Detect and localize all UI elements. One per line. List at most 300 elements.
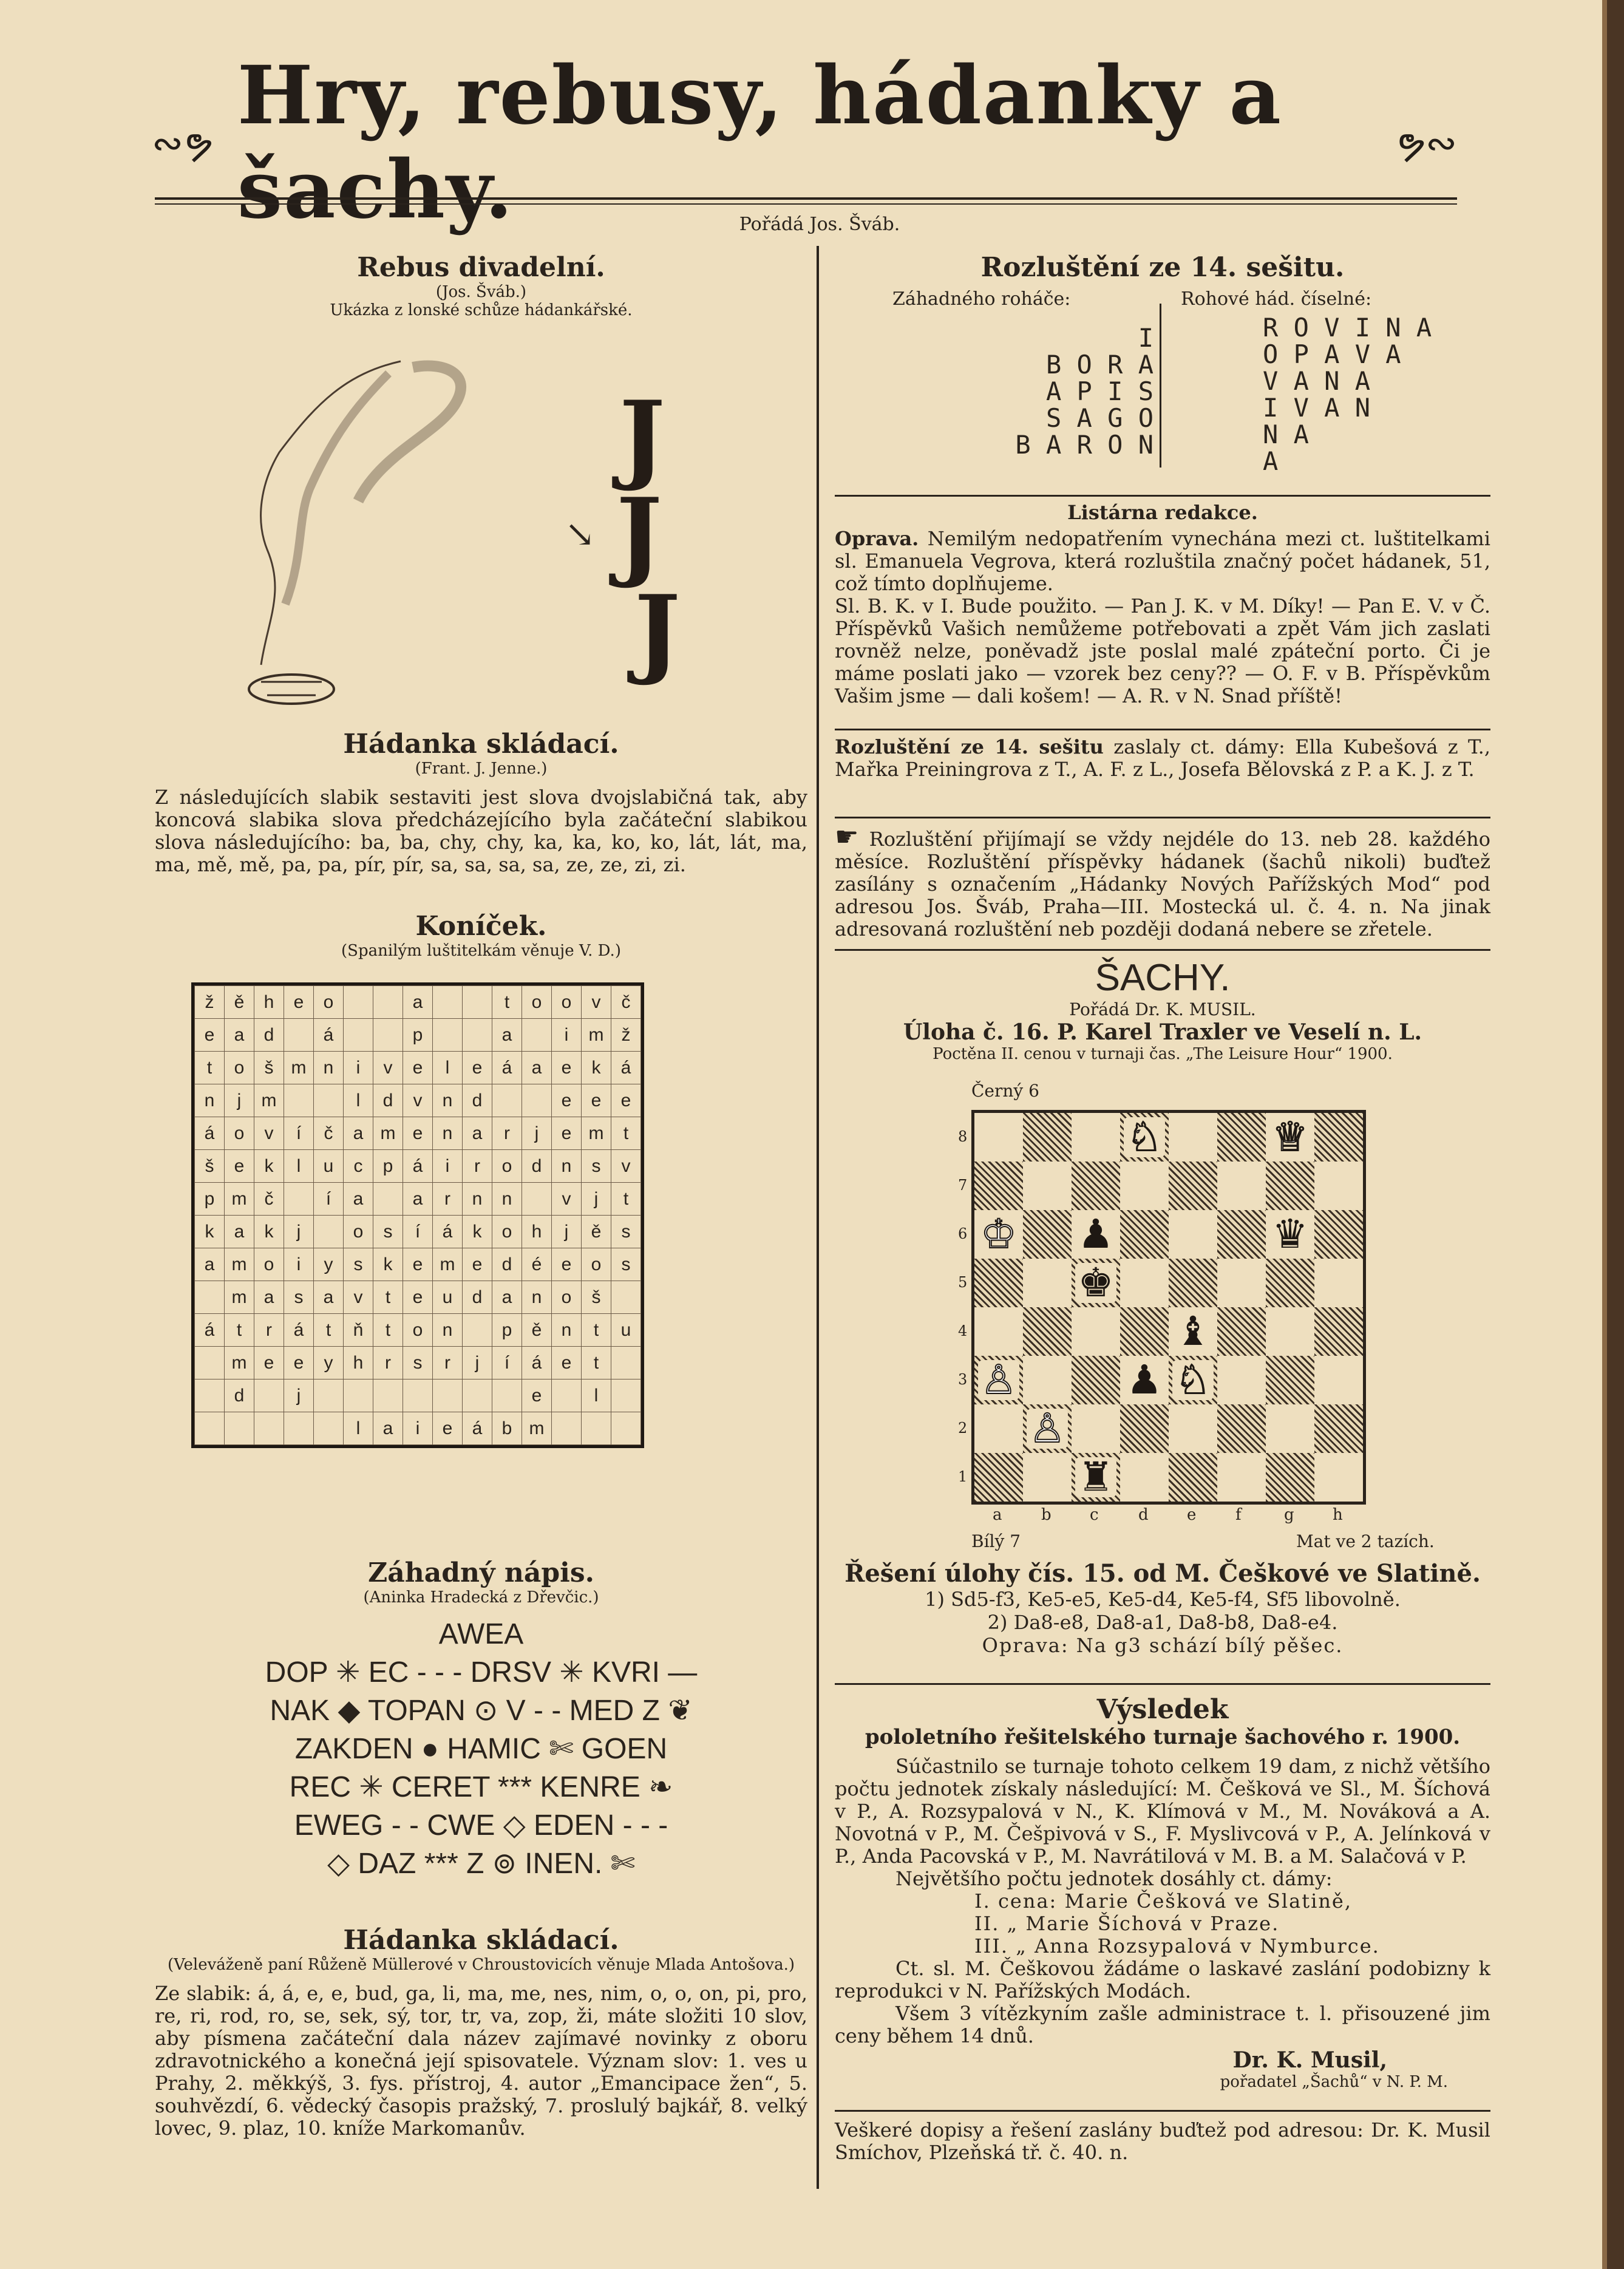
konicek-cell: l bbox=[582, 1379, 611, 1412]
board-square bbox=[974, 1404, 1023, 1453]
konicek-cell: a bbox=[225, 1019, 254, 1052]
konicek-cell: d bbox=[373, 1084, 403, 1117]
chess-piece: ♙ bbox=[978, 1360, 1019, 1400]
separator-6 bbox=[835, 2110, 1490, 2112]
zahadny-author: (Aninka Hradecká z Dřevčic.) bbox=[363, 1588, 599, 1607]
listarna-text: Sl. B. K. v I. Bude použito. — Pan J. K. v M. Díky! — Pan E. V. v Č. Příspěvků Vašich nemůžeme potřebovati a zpět Vám jich zaslati rovněž nelze, poněvadž jste poslal malé zpáteční porto. Či je máme poslati jako — vzorek bez ceny?? — O. F. v B. Příspěvkům Vašim jsme — dali košem! — A. R. v N. Snad příště! bbox=[835, 594, 1490, 707]
konicek-cell: j bbox=[225, 1084, 254, 1117]
konicek-cell bbox=[433, 986, 463, 1019]
board-square bbox=[1217, 1307, 1266, 1356]
rank-label: 2 bbox=[958, 1420, 968, 1437]
oprava-text: Nemilým nedopatřením vynechána mezi ct. luštitelkami sl. Emanuela Vegrova, která rozluštila značný počet hádanek, 51, což tímto doplňujeme. bbox=[835, 527, 1491, 595]
file-label: h bbox=[1333, 1506, 1343, 1524]
konicek-cell: j bbox=[582, 1183, 611, 1216]
konicek-cell bbox=[373, 1183, 403, 1216]
konicek-cell bbox=[225, 1412, 254, 1445]
konicek-cell bbox=[344, 1019, 373, 1052]
board-square bbox=[1217, 1113, 1266, 1162]
konicek-cell: t bbox=[314, 1314, 344, 1347]
board-square bbox=[1217, 1404, 1266, 1453]
rebus-letter-1: J bbox=[619, 379, 665, 494]
konicek-cell bbox=[314, 1379, 344, 1412]
board-square bbox=[1120, 1210, 1169, 1259]
rebus-letter-2: J bbox=[616, 477, 662, 591]
board-square bbox=[1266, 1162, 1314, 1210]
konicek-cell: d bbox=[522, 1150, 552, 1183]
signature-sub: pořadatel „Šachů“ v N. P. M. bbox=[1220, 2073, 1448, 2091]
konicek-cell: a bbox=[314, 1281, 344, 1314]
board-square bbox=[1314, 1356, 1363, 1404]
konicek-cell: l bbox=[344, 1084, 373, 1117]
konicek-cell: o bbox=[492, 1150, 522, 1183]
konicek-cell: v bbox=[344, 1281, 373, 1314]
chess-piece: ♘ bbox=[1124, 1117, 1164, 1157]
konicek-cell: e bbox=[552, 1084, 582, 1117]
black-count: Černý 6 bbox=[971, 1081, 1039, 1101]
board-square bbox=[1072, 1259, 1120, 1307]
konicek-cell: r bbox=[492, 1117, 522, 1150]
konicek-row bbox=[195, 1183, 641, 1216]
konicek-cell: r bbox=[433, 1347, 463, 1379]
board-square bbox=[1023, 1162, 1072, 1210]
board-square bbox=[974, 1113, 1023, 1162]
rozlusteni-right-answer bbox=[1263, 315, 1469, 475]
konicek-cell: j bbox=[284, 1379, 314, 1412]
rank-label: 7 bbox=[958, 1177, 968, 1194]
konicek-cell: h bbox=[522, 1216, 552, 1248]
konicek-cell: a bbox=[344, 1117, 373, 1150]
rebus-drawing bbox=[243, 349, 607, 713]
konicek-cell: o bbox=[344, 1216, 373, 1248]
chess-piece: ♝ bbox=[1172, 1311, 1213, 1352]
rebus-author: (Jos. Šváb.) bbox=[435, 283, 527, 301]
board-square bbox=[1072, 1210, 1120, 1259]
konicek-cell bbox=[403, 1379, 433, 1412]
solvers-label: Rozluštění ze 14. sešitu bbox=[835, 735, 1104, 758]
file-label: d bbox=[1138, 1506, 1149, 1524]
konicek-cell bbox=[552, 1412, 582, 1445]
solvers-section bbox=[835, 736, 1490, 781]
editor-line: Pořádá Jos. Šváb. bbox=[739, 214, 900, 235]
konicek-cell: r bbox=[373, 1347, 403, 1379]
konicek-cell: m bbox=[225, 1183, 254, 1216]
rank-label: 6 bbox=[958, 1225, 968, 1242]
rebus-hook: ↘ bbox=[565, 513, 596, 556]
board-square bbox=[1217, 1356, 1266, 1404]
separator-5 bbox=[835, 1683, 1490, 1685]
konicek-row bbox=[195, 1248, 641, 1281]
konicek-cell: a bbox=[344, 1183, 373, 1216]
konicek-cell: e bbox=[433, 1412, 463, 1445]
board-square bbox=[1314, 1453, 1363, 1502]
konicek-cell: r bbox=[254, 1314, 284, 1347]
board-square bbox=[1169, 1404, 1217, 1453]
konicek-row bbox=[195, 1150, 641, 1183]
board-square bbox=[1169, 1210, 1217, 1259]
konicek-cell: t bbox=[492, 986, 522, 1019]
separator-3 bbox=[835, 817, 1490, 818]
konicek-cell: j bbox=[522, 1117, 552, 1150]
konicek-section bbox=[155, 911, 807, 960]
board-square bbox=[1169, 1162, 1217, 1210]
konicek-cell bbox=[552, 1379, 582, 1412]
board-square bbox=[1169, 1113, 1217, 1162]
konicek-cell: e bbox=[582, 1084, 611, 1117]
konicek-cell bbox=[284, 1019, 314, 1052]
konicek-cell: á bbox=[284, 1314, 314, 1347]
board-square bbox=[1120, 1356, 1169, 1404]
chess-board bbox=[971, 1110, 1366, 1505]
konicek-cell: t bbox=[225, 1314, 254, 1347]
vysledek-title: Výsledek bbox=[1096, 1694, 1229, 1725]
sachy-editor: Pořádá Dr. K. MUSIL. bbox=[1069, 999, 1256, 1019]
konicek-cell: í bbox=[284, 1117, 314, 1150]
konicek-cell bbox=[314, 1216, 344, 1248]
konicek-cell: á bbox=[403, 1150, 433, 1183]
konicek-cell: k bbox=[463, 1216, 492, 1248]
konicek-cell: o bbox=[492, 1216, 522, 1248]
board-square bbox=[974, 1453, 1023, 1502]
answer-line: R O V I N A bbox=[1263, 313, 1432, 342]
hadanka2-section bbox=[155, 1925, 807, 2140]
vysledek-section bbox=[835, 1694, 1490, 2091]
konicek-cell bbox=[373, 986, 403, 1019]
reseni-line-2: 2) Da8-e8, Da8-a1, Da8-b8, Da8-e4. bbox=[987, 1611, 1338, 1634]
konicek-cell: m bbox=[254, 1084, 284, 1117]
chess-piece: ♘ bbox=[1172, 1360, 1213, 1400]
konicek-cell: s bbox=[403, 1347, 433, 1379]
konicek-cell: é bbox=[522, 1248, 552, 1281]
konicek-cell bbox=[611, 1379, 641, 1412]
konicek-cell: l bbox=[284, 1150, 314, 1183]
vysledek-text-4: Všem 3 vítězkyním zašle administrace t. l. přisouzené jim ceny během 14 dnů. bbox=[835, 2002, 1490, 2047]
board-square bbox=[1266, 1453, 1314, 1502]
konicek-grid bbox=[191, 982, 644, 1448]
chess-piece: ♔ bbox=[978, 1214, 1019, 1254]
konicek-cell: u bbox=[433, 1281, 463, 1314]
konicek-cell: i bbox=[433, 1150, 463, 1183]
rebus-letter-3: J bbox=[634, 574, 681, 688]
konicek-cell: č bbox=[314, 1117, 344, 1150]
konicek-cell: m bbox=[225, 1347, 254, 1379]
answer-line: O P A V A bbox=[1263, 339, 1401, 369]
konicek-cell: p bbox=[403, 1019, 433, 1052]
konicek-cell: a bbox=[195, 1248, 225, 1281]
konicek-cell: č bbox=[611, 986, 641, 1019]
konicek-cell: o bbox=[314, 986, 344, 1019]
white-count: Bílý 7 bbox=[971, 1531, 1021, 1551]
konicek-cell: n bbox=[552, 1314, 582, 1347]
konicek-cell bbox=[611, 1347, 641, 1379]
konicek-cell: ě bbox=[522, 1314, 552, 1347]
file-label: g bbox=[1284, 1506, 1294, 1524]
konicek-cell: e bbox=[463, 1248, 492, 1281]
zahadny-line: EWEG - - CWE ◇ EDEN - - - bbox=[294, 1809, 668, 1842]
konicek-cell: a bbox=[522, 1052, 552, 1084]
address-note: Veškeré dopisy a řešení zaslány buďtež pod adresou: Dr. K. Musil Smíchov, Plzeňská tř. č. 40. n. bbox=[835, 2118, 1490, 2164]
konicek-cell: n bbox=[433, 1314, 463, 1347]
board-square bbox=[1023, 1453, 1072, 1502]
board-square bbox=[1314, 1162, 1363, 1210]
chess-piece: ♟ bbox=[1075, 1214, 1116, 1254]
board-square bbox=[1023, 1210, 1072, 1259]
konicek-cell: í bbox=[403, 1216, 433, 1248]
konicek-cell bbox=[195, 1347, 225, 1379]
konicek-cell: e bbox=[403, 1052, 433, 1084]
konicek-cell: d bbox=[492, 1248, 522, 1281]
board-square bbox=[1120, 1404, 1169, 1453]
chess-piece: ♜ bbox=[1075, 1457, 1116, 1497]
konicek-cell: m bbox=[225, 1248, 254, 1281]
konicek-cell: o bbox=[225, 1052, 254, 1084]
konicek-cell: o bbox=[254, 1248, 284, 1281]
sachy-problem: Úloha č. 16. P. Karel Traxler ve Veselí n. L. bbox=[903, 1019, 1422, 1045]
konicek-cell: e bbox=[552, 1117, 582, 1150]
konicek-cell: k bbox=[582, 1052, 611, 1084]
spine-edge bbox=[1602, 0, 1607, 2269]
konicek-cell: k bbox=[254, 1150, 284, 1183]
konicek-cell: c bbox=[344, 1150, 373, 1183]
board-square bbox=[1266, 1404, 1314, 1453]
rebus-subtitle: Ukázka z lonské schůze hádankářské. bbox=[330, 301, 633, 319]
rebus-illustration bbox=[243, 349, 607, 713]
listarna-section bbox=[835, 501, 1490, 707]
board-square bbox=[1266, 1307, 1314, 1356]
board-square bbox=[1217, 1162, 1266, 1210]
konicek-cell: ě bbox=[225, 986, 254, 1019]
answer-line: B A R O N bbox=[1015, 430, 1153, 460]
vysledek-subtitle: pololetního řešitelského turnaje šachového r. 1900. bbox=[865, 1725, 1461, 1749]
konicek-cell: h bbox=[344, 1347, 373, 1379]
konicek-cell: a bbox=[492, 1019, 522, 1052]
solvers-text: zaslaly ct. dámy: Ella Kubešová z T., Mařka Preiningrova z T., A. F. z L., Josefa Bělovská z P. a K. J. z T. bbox=[835, 735, 1491, 781]
konicek-cell: n bbox=[433, 1117, 463, 1150]
konicek-cell: á bbox=[195, 1117, 225, 1150]
konicek-cell bbox=[195, 1379, 225, 1412]
konicek-cell: o bbox=[582, 1248, 611, 1281]
konicek-dedication: (Spanilým luštitelkám věnuje V. D.) bbox=[341, 942, 621, 960]
konicek-cell: i bbox=[284, 1248, 314, 1281]
board-square bbox=[1072, 1453, 1120, 1502]
board-square bbox=[1266, 1113, 1314, 1162]
konicek-cell bbox=[433, 1019, 463, 1052]
board-square bbox=[1023, 1404, 1072, 1453]
konicek-row bbox=[195, 1379, 641, 1412]
konicek-table bbox=[194, 985, 641, 1445]
konicek-cell: t bbox=[195, 1052, 225, 1084]
konicek-cell: e bbox=[403, 1281, 433, 1314]
konicek-row bbox=[195, 1117, 641, 1150]
konicek-cell: s bbox=[611, 1248, 641, 1281]
konicek-cell: n bbox=[195, 1084, 225, 1117]
answer-line: I bbox=[1000, 323, 1153, 353]
rozlusteni-title: Rozluštění ze 14. sešitu. bbox=[980, 252, 1345, 283]
konicek-cell: a bbox=[225, 1216, 254, 1248]
konicek-cell: á bbox=[522, 1347, 552, 1379]
konicek-cell: p bbox=[492, 1314, 522, 1347]
konicek-cell: n bbox=[463, 1183, 492, 1216]
vysledek-text-2: Největšího počtu jednotek dosáhly ct. dámy: bbox=[895, 1867, 1333, 1890]
separator-1 bbox=[835, 495, 1490, 497]
konicek-cell: p bbox=[373, 1150, 403, 1183]
hadanka1-section bbox=[155, 729, 807, 876]
hadanka1-title: Hádanka skládací. bbox=[343, 729, 619, 760]
page-title: Hry, rebusy, hádanky a šachy. bbox=[237, 49, 1283, 237]
konicek-cell: a bbox=[403, 1183, 433, 1216]
rank-label: 8 bbox=[958, 1128, 968, 1145]
board-square bbox=[1266, 1210, 1314, 1259]
file-label: f bbox=[1235, 1506, 1242, 1524]
konicek-row bbox=[195, 1019, 641, 1052]
reseni-line-1: 1) Sd5-f3, Ke5-e5, Ke5-d4, Ke5-f4, Sf5 libovolně. bbox=[925, 1588, 1401, 1611]
board-square bbox=[1314, 1113, 1363, 1162]
board-square bbox=[1314, 1307, 1363, 1356]
konicek-cell: m bbox=[522, 1412, 552, 1445]
konicek-cell: n bbox=[552, 1150, 582, 1183]
konicek-cell bbox=[463, 1314, 492, 1347]
konicek-cell: v bbox=[403, 1084, 433, 1117]
konicek-cell bbox=[373, 1019, 403, 1052]
konicek-cell bbox=[433, 1379, 463, 1412]
konicek-cell bbox=[314, 1084, 344, 1117]
board-square bbox=[1314, 1210, 1363, 1259]
rozlusteni-divider bbox=[1160, 304, 1161, 468]
konicek-cell: s bbox=[344, 1248, 373, 1281]
konicek-cell: š bbox=[254, 1052, 284, 1084]
board-square bbox=[974, 1162, 1023, 1210]
konicek-row bbox=[195, 1216, 641, 1248]
zahadny-line: ZAKDEN ● HAMIC ✄ GOEN bbox=[294, 1733, 668, 1765]
konicek-row bbox=[195, 1347, 641, 1379]
right-swash-ornament: ຯ∾ bbox=[1396, 120, 1457, 165]
rank-label: 1 bbox=[958, 1468, 968, 1485]
konicek-cell bbox=[492, 1379, 522, 1412]
board-square bbox=[1120, 1113, 1169, 1162]
reseni-section bbox=[835, 1559, 1490, 1657]
konicek-cell: t bbox=[611, 1183, 641, 1216]
konicek-cell: í bbox=[314, 1183, 344, 1216]
reseni-oprava: Oprava: Na g3 schází bílý pěšec. bbox=[982, 1634, 1344, 1657]
konicek-cell: v bbox=[254, 1117, 284, 1150]
konicek-cell: b bbox=[492, 1412, 522, 1445]
konicek-cell: i bbox=[344, 1052, 373, 1084]
file-label: b bbox=[1041, 1506, 1052, 1524]
konicek-cell: e bbox=[195, 1019, 225, 1052]
konicek-cell: t bbox=[582, 1314, 611, 1347]
konicek-row bbox=[195, 1412, 641, 1445]
vysledek-text-1: Súčastnilo se turnaje tohoto celkem 19 dam, z nichž většího počtu jednotek získaly následující: M. Češková ve Sl., M. Šíchová v P., A. Rozsypalová v N., K. Klímová v M., M. Nováková a A. Novotná v P., M. Češpivová v S., F. Myslivcová v P., A. Jelínková v P., Anda Pacovská v P., M. Navrátilová v M. B. a M. Salačová v P. bbox=[835, 1755, 1490, 1868]
konicek-cell: n bbox=[492, 1183, 522, 1216]
konicek-row bbox=[195, 986, 641, 1019]
konicek-cell: o bbox=[225, 1117, 254, 1150]
konicek-cell: a bbox=[373, 1412, 403, 1445]
rozlusteni-right-label: Rohové hád. číselné: bbox=[1181, 288, 1372, 310]
konicek-cell bbox=[463, 986, 492, 1019]
reseni-title: Řešení úlohy čís. 15. od M. Češkové ve Slatině. bbox=[844, 1559, 1481, 1588]
konicek-cell: i bbox=[403, 1412, 433, 1445]
konicek-cell: l bbox=[433, 1052, 463, 1084]
zahadny-line: AWEA bbox=[438, 1618, 524, 1650]
konicek-cell: m bbox=[284, 1052, 314, 1084]
answer-line: A P I S bbox=[1045, 376, 1153, 406]
konicek-cell bbox=[582, 1412, 611, 1445]
answer-line: N A bbox=[1263, 420, 1309, 449]
konicek-cell: s bbox=[284, 1281, 314, 1314]
rank-label: 5 bbox=[958, 1274, 968, 1291]
board-square bbox=[1072, 1113, 1120, 1162]
konicek-cell: e bbox=[552, 1248, 582, 1281]
board-square bbox=[1023, 1259, 1072, 1307]
konicek-row bbox=[195, 1314, 641, 1347]
vysledek-text-3: Ct. sl. M. Češkovou žádáme o laskavé zaslání podobizny k reprodukci v N. Pařížských Modách. bbox=[835, 1957, 1490, 2002]
column-divider bbox=[817, 246, 819, 2189]
konicek-cell: č bbox=[254, 1183, 284, 1216]
konicek-cell: á bbox=[433, 1216, 463, 1248]
hadanka2-title: Hádanka skládací. bbox=[343, 1925, 619, 1956]
board-square bbox=[1266, 1259, 1314, 1307]
prize-3: III. „ Anna Rozsypalová v Nymburce. bbox=[974, 1934, 1380, 1958]
konicek-cell: á bbox=[314, 1019, 344, 1052]
konicek-cell: s bbox=[373, 1216, 403, 1248]
konicek-cell: n bbox=[522, 1281, 552, 1314]
rank-label: 4 bbox=[958, 1322, 968, 1339]
file-label: c bbox=[1090, 1506, 1099, 1524]
answer-line: S A G O bbox=[1045, 403, 1153, 433]
hadanka1-author: (Frant. J. Jenne.) bbox=[415, 760, 548, 778]
konicek-cell: t bbox=[582, 1347, 611, 1379]
konicek-cell: e bbox=[611, 1084, 641, 1117]
konicek-cell: ě bbox=[582, 1216, 611, 1248]
konicek-title: Koníček. bbox=[415, 911, 547, 942]
answer-line: V A N A bbox=[1263, 366, 1371, 396]
zahadny-line: ◇ DAZ *** Z ⊚ INEN. ✄ bbox=[327, 1848, 635, 1880]
konicek-cell: o bbox=[552, 1281, 582, 1314]
zahadny-title: Záhadný nápis. bbox=[368, 1557, 594, 1588]
board-square bbox=[1072, 1356, 1120, 1404]
zahadny-section bbox=[155, 1557, 807, 1883]
board-square bbox=[1169, 1307, 1217, 1356]
left-swash-ornament: ∾ຯ bbox=[152, 120, 213, 165]
konicek-cell: á bbox=[492, 1052, 522, 1084]
konicek-cell bbox=[254, 1412, 284, 1445]
board-square bbox=[1266, 1356, 1314, 1404]
konicek-cell: h bbox=[254, 986, 284, 1019]
rank-label: 3 bbox=[958, 1371, 968, 1388]
board-square bbox=[1314, 1259, 1363, 1307]
listarna-oprava bbox=[835, 528, 1490, 595]
konicek-cell: u bbox=[611, 1314, 641, 1347]
konicek-cell bbox=[344, 1379, 373, 1412]
konicek-cell bbox=[522, 1183, 552, 1216]
konicek-cell: y bbox=[314, 1248, 344, 1281]
chess-piece: ♙ bbox=[1027, 1409, 1067, 1449]
konicek-cell: v bbox=[582, 986, 611, 1019]
konicek-cell: d bbox=[463, 1281, 492, 1314]
konicek-cell bbox=[373, 1379, 403, 1412]
board-square bbox=[1023, 1356, 1072, 1404]
konicek-cell: d bbox=[225, 1379, 254, 1412]
oprava-label: Oprava. bbox=[835, 527, 919, 550]
konicek-cell: v bbox=[552, 1183, 582, 1216]
konicek-cell: e bbox=[552, 1052, 582, 1084]
konicek-cell bbox=[344, 986, 373, 1019]
konicek-cell: ž bbox=[611, 1019, 641, 1052]
konicek-cell: á bbox=[195, 1314, 225, 1347]
answer-line: B O R A bbox=[1045, 350, 1153, 379]
prize-2: II. „ Marie Šíchová v Praze. bbox=[974, 1912, 1280, 1935]
konicek-cell: t bbox=[373, 1281, 403, 1314]
konicek-cell bbox=[195, 1281, 225, 1314]
